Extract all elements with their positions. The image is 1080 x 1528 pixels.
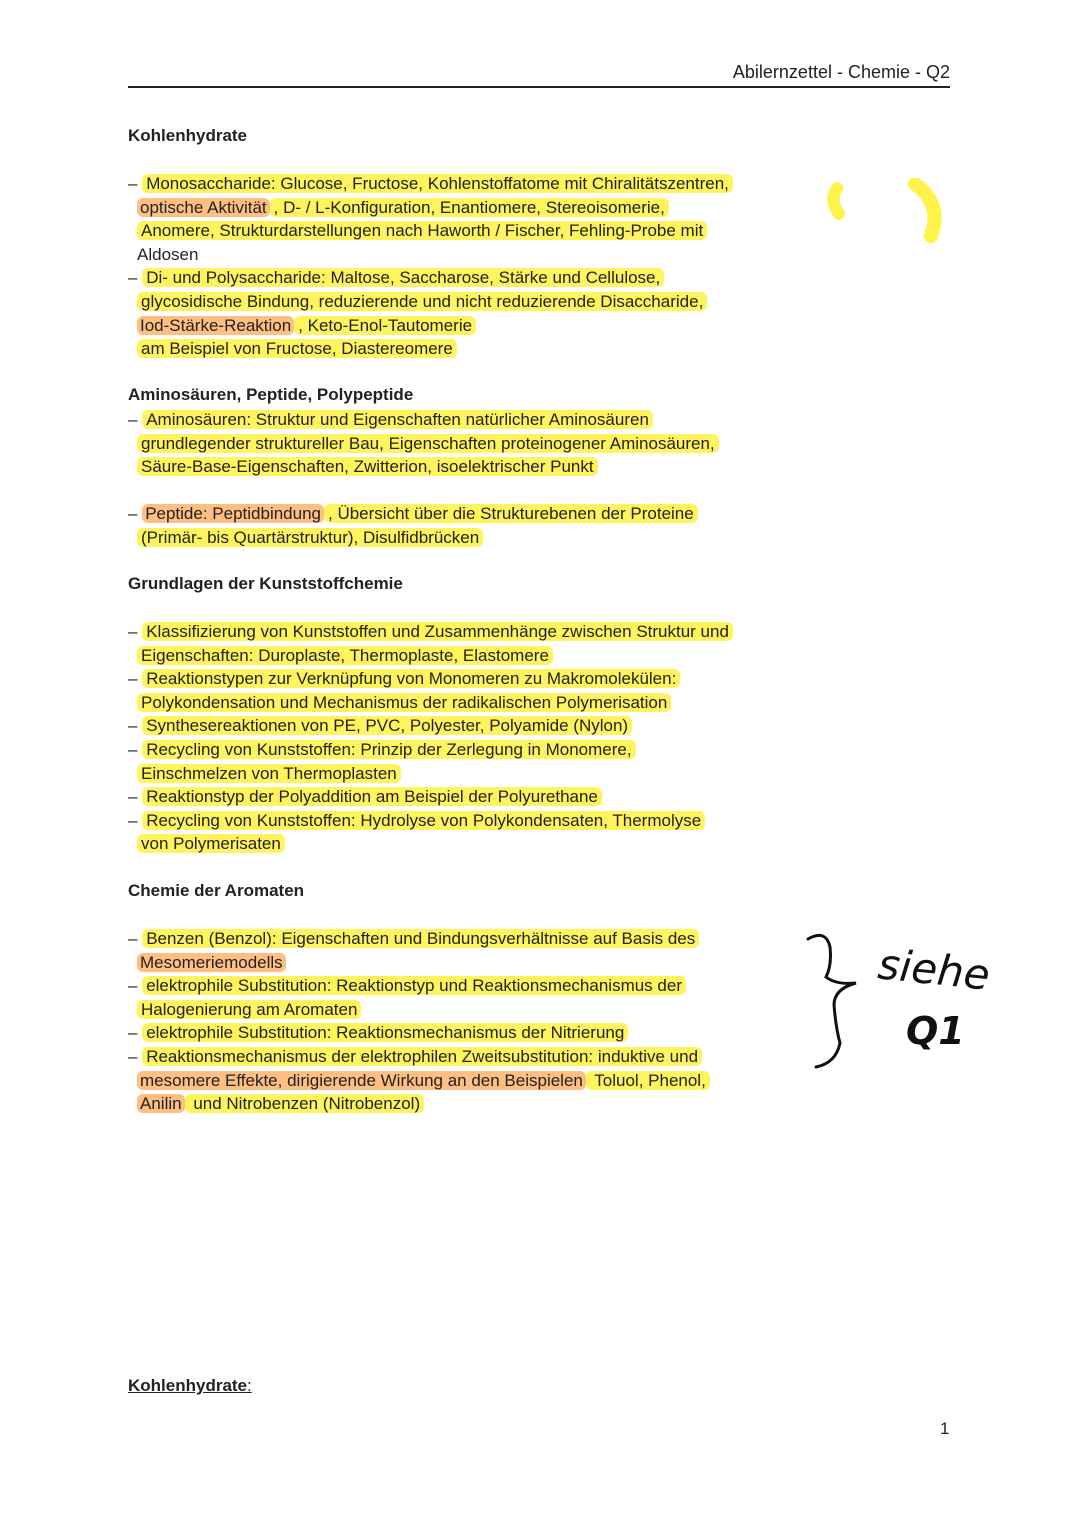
text-line: mesomere Effekte, dirigierende Wirkung an den Beispielen Toluol, Phenol, xyxy=(128,1069,808,1093)
section-body-aminosaeuren xyxy=(128,408,808,479)
text-line: – Aminosäuren: Struktur und Eigenschaften natürlicher Aminosäuren xyxy=(128,408,808,432)
handwritten-note-line2: Q1 xyxy=(906,1009,965,1053)
text-line: – Di- und Polysaccharide: Maltose, Saccharose, Stärke und Cellulose, xyxy=(128,266,808,290)
text-line: glycosidische Bindung, reduzierende und nicht reduzierende Disaccharide, xyxy=(128,290,808,314)
text-line: Halogenierung am Aromaten xyxy=(128,998,808,1022)
text-line: (Primär- bis Quartärstruktur), Disulfidbrücken xyxy=(128,526,808,550)
text-line: von Polymerisaten xyxy=(128,832,808,856)
text-line: – Recycling von Kunststoffen: Prinzip der Zerlegung in Monomere, xyxy=(128,738,808,762)
text-line: – Synthesereaktionen von PE, PVC, Polyester, Polyamide (Nylon) xyxy=(128,714,808,738)
text-line: grundlegender struktureller Bau, Eigenschaften proteinogener Aminosäuren, xyxy=(128,432,808,456)
section-heading-aromaten: Chemie der Aromaten xyxy=(128,881,305,900)
text-line: – elektrophile Substitution: Reaktionsmechanismus der Nitrierung xyxy=(128,1021,808,1045)
marker-stroke-decoration xyxy=(815,178,955,248)
text-line: Eigenschaften: Duroplaste, Thermoplaste, Elastomere xyxy=(128,644,808,668)
header-title: Abilernzettel - Chemie - Q2 xyxy=(732,62,950,82)
text-line: optische Aktivität , D- / L-Konfiguration, Enantiomere, Stereoisomerie, xyxy=(128,196,808,220)
page-header xyxy=(128,60,950,88)
text-line: – Peptide: Peptidbindung , Übersicht über die Strukturebenen der Proteine xyxy=(128,502,808,526)
text-line: am Beispiel von Fructose, Diastereomere xyxy=(128,337,808,361)
text-line: Polykondensation und Mechanismus der radikalischen Polymerisation xyxy=(128,691,808,715)
text-line: Einschmelzen von Thermoplasten xyxy=(128,762,808,786)
text-line: – Reaktionstyp der Polyaddition am Beispiel der Polyurethane xyxy=(128,785,808,809)
section-body-kohlenhydrate xyxy=(128,172,808,361)
bottom-heading: Kohlenhydrate: xyxy=(128,1376,252,1395)
page-number: 1 xyxy=(940,1419,950,1438)
section-body-peptide xyxy=(128,502,808,549)
handwritten-note-line1: siehe xyxy=(875,939,993,1000)
text-line: Iod-Stärke-Reaktion , Keto-Enol-Tautomerie xyxy=(128,314,808,338)
text-line: Säure-Base-Eigenschaften, Zwitterion, isoelektrischer Punkt xyxy=(128,455,808,479)
text-line: Anilin und Nitrobenzen (Nitrobenzol) xyxy=(128,1092,808,1116)
handwritten-note xyxy=(800,925,1000,1080)
section-body-aromaten xyxy=(128,927,808,1116)
text-line: – Klassifizierung von Kunststoffen und Zusammenhänge zwischen Struktur und xyxy=(128,620,808,644)
text-line: – Reaktionstypen zur Verknüpfung von Monomeren zu Makromolekülen: xyxy=(128,667,808,691)
text-line: – Reaktionsmechanismus der elektrophilen Zweitsubstitution: induktive und xyxy=(128,1045,808,1069)
text-line: – Monosaccharide: Glucose, Fructose, Kohlenstoffatome mit Chiralitätszentren, xyxy=(128,172,808,196)
text-line: – Recycling von Kunststoffen: Hydrolyse von Polykondensaten, Thermolyse xyxy=(128,809,808,833)
section-heading-kunststoff: Grundlagen der Kunststoffchemie xyxy=(128,574,403,593)
text-line: Aldosen xyxy=(137,244,199,264)
text-line: – elektrophile Substitution: Reaktionstyp und Reaktionsmechanismus der xyxy=(128,974,808,998)
section-heading-kohlenhydrate: Kohlenhydrate xyxy=(128,126,248,145)
text-line: Mesomeriemodells xyxy=(128,951,808,975)
section-body-kunststoff xyxy=(128,620,808,856)
text-line: – Benzen (Benzol): Eigenschaften und Bindungsverhältnisse auf Basis des xyxy=(128,927,808,951)
text-line: Anomere, Strukturdarstellungen nach Haworth / Fischer, Fehling-Probe mit xyxy=(128,219,808,243)
section-heading-aminosaeuren: Aminosäuren, Peptide, Polypeptide xyxy=(128,385,414,404)
